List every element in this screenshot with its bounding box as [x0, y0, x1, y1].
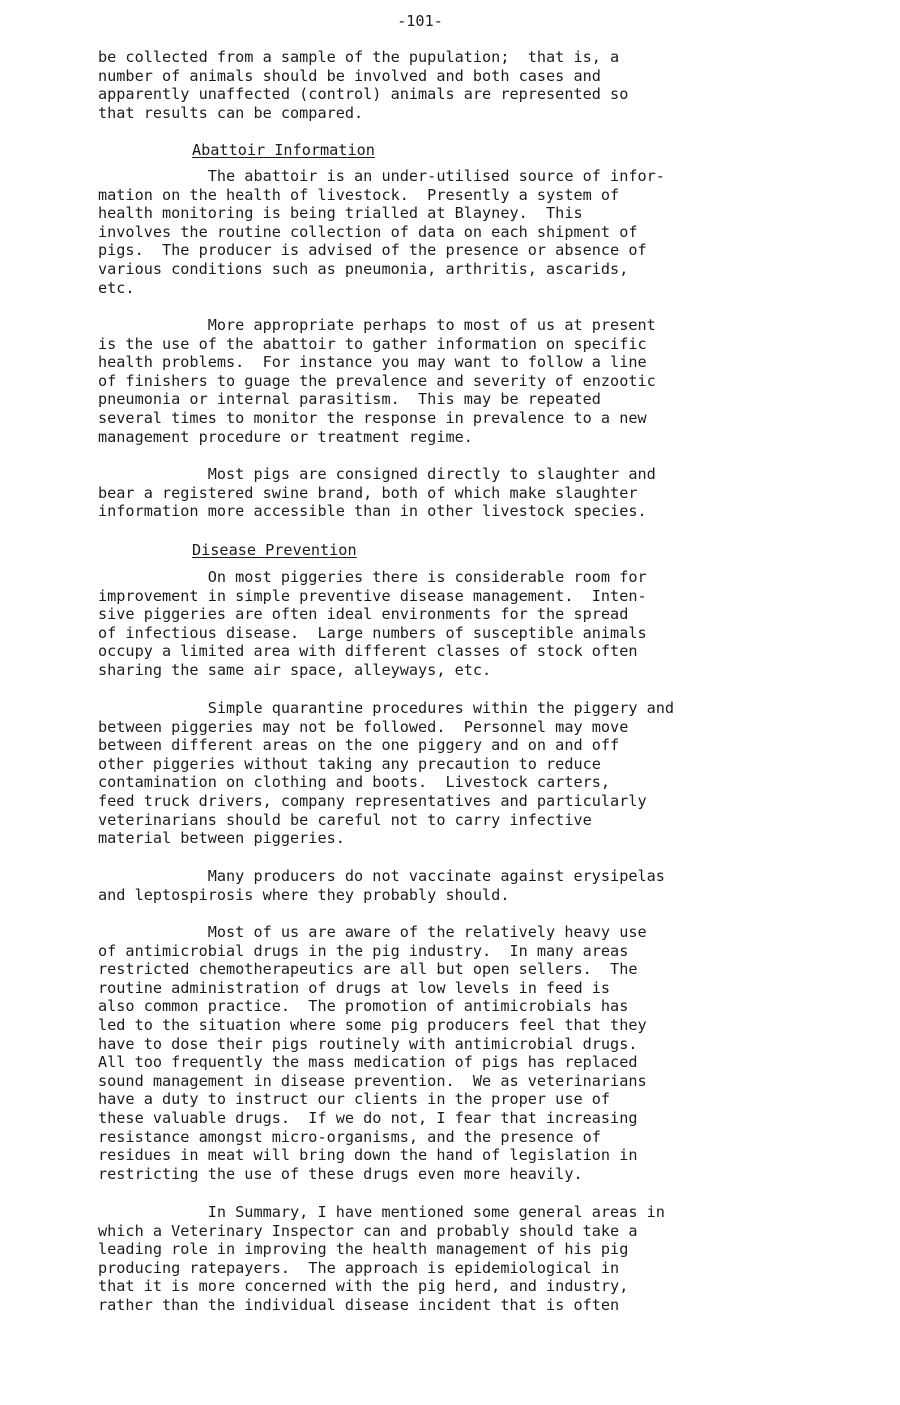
text-line: Simple quarantine procedures within the piggery and — [98, 699, 675, 717]
text-line: rather than the individual disease incident that is often — [98, 1296, 620, 1314]
text-line: More appropriate perhaps to most of us at present — [98, 316, 656, 334]
text-line: that results can be compared. — [98, 103, 364, 122]
text-line: occupy a limited area with different classes of stock often — [98, 642, 638, 661]
text-line: pigs. The producer is advised of the presence or absence of — [98, 241, 647, 260]
text-line: these valuable drugs. If we do not, I fear that increasing — [98, 1109, 638, 1127]
text-line: other piggeries without taking any precaution to reduce — [98, 754, 601, 773]
text-line: is the use of the abattoir to gather information on specific — [98, 334, 647, 353]
text-line: also common practice. The promotion of antimicrobials has — [98, 997, 629, 1016]
text-line: etc. — [98, 278, 135, 297]
text-line: The abattoir is an under-utilised source of infor- — [98, 167, 665, 185]
text-line: health problems. For instance you may want to follow a line — [98, 353, 647, 372]
text-line: led to the situation where some pig producers feel that they — [98, 1016, 647, 1034]
text-line: involves the routine collection of data on each shipment of — [98, 222, 638, 241]
text-line: Many producers do not vaccinate against erysipelas — [98, 867, 665, 885]
text-line: feed truck drivers, company representatives and particularly — [98, 792, 647, 810]
text-line: between piggeries may not be followed. Personnel may move — [98, 717, 629, 736]
text-line: have a duty to instruct our clients in the proper use of — [98, 1090, 611, 1109]
text-line: restricting the use of these drugs even more heavily. — [98, 1164, 583, 1183]
text-line: sound management in disease prevention. We as veterinarians — [98, 1071, 647, 1090]
text-line: In Summary, I have mentioned some general areas in — [98, 1203, 665, 1221]
text-line: health monitoring is being trialled at Blayney. This — [98, 204, 583, 223]
text-line: of finishers to guage the prevalence and severity of enzootic — [98, 371, 656, 390]
text-line: All too frequently the mass medication of pigs has replaced — [98, 1053, 638, 1072]
text-line: leading role in improving the health management of his pig — [98, 1240, 629, 1259]
text-line: pneumonia or internal parasitism. This may be repeated — [98, 390, 601, 409]
text-line: of antimicrobial drugs in the pig industry. In many areas — [98, 941, 629, 960]
text-line: improvement in simple preventive disease management. Inten- — [98, 586, 647, 605]
text-line: resistance amongst micro-organisms, and the presence of — [98, 1127, 601, 1146]
text-line: Most of us are aware of the relatively heavy use — [98, 923, 647, 941]
text-line: producing ratepayers. The approach is epidemiological in — [98, 1258, 620, 1277]
text-line: residues in meat will bring down the hand of legislation in — [98, 1146, 638, 1165]
text-line: Most pigs are consigned directly to slaughter and — [98, 465, 656, 483]
text-line: restricted chemotherapeutics are all but open sellers. The — [98, 960, 638, 979]
section-heading: Abattoir Information — [192, 141, 375, 159]
text-line: bear a registered swine brand, both of which make slaughter — [98, 483, 638, 502]
text-line: and leptospirosis where they probably should. — [98, 885, 510, 904]
text-line: mation on the health of livestock. Presently a system of — [98, 185, 620, 204]
text-line: On most piggeries there is considerable room for — [98, 568, 647, 586]
text-line: of infectious disease. Large numbers of susceptible animals — [98, 623, 647, 642]
text-line: apparently unaffected (control) animals are represented so — [98, 85, 629, 104]
text-line: that it is more concerned with the pig herd, and industry, — [98, 1277, 629, 1296]
text-line: various conditions such as pneumonia, arthritis, ascarids, — [98, 260, 629, 278]
text-line: contamination on clothing and boots. Livestock carters, — [98, 773, 611, 792]
text-line: material between piggeries. — [98, 829, 345, 848]
text-line: sharing the same air space, alleyways, etc. — [98, 661, 492, 679]
text-line: several times to monitor the response in prevalence to a new — [98, 409, 647, 427]
text-line: between different areas on the one piggery and on and off — [98, 736, 620, 755]
text-line: routine administration of drugs at low levels in feed is — [98, 978, 611, 997]
text-line: be collected from a sample of the pupulation; that is, a — [98, 48, 620, 66]
section-heading: Disease Prevention — [192, 541, 357, 559]
text-line: management procedure or treatment regime. — [98, 427, 473, 446]
text-line: number of animals should be involved and both cases and — [98, 66, 601, 85]
text-line: have to dose their pigs routinely with antimicrobial drugs. — [98, 1034, 638, 1053]
text-line: veterinarians should be careful not to carry infective — [98, 810, 592, 829]
page-number: -101- — [397, 12, 443, 30]
text-line: information more accessible than in other livestock species. — [98, 502, 647, 521]
text-line: sive piggeries are often ideal environments for the spread — [98, 605, 629, 624]
text-line: which a Veterinary Inspector can and probably should take a — [98, 1221, 638, 1240]
